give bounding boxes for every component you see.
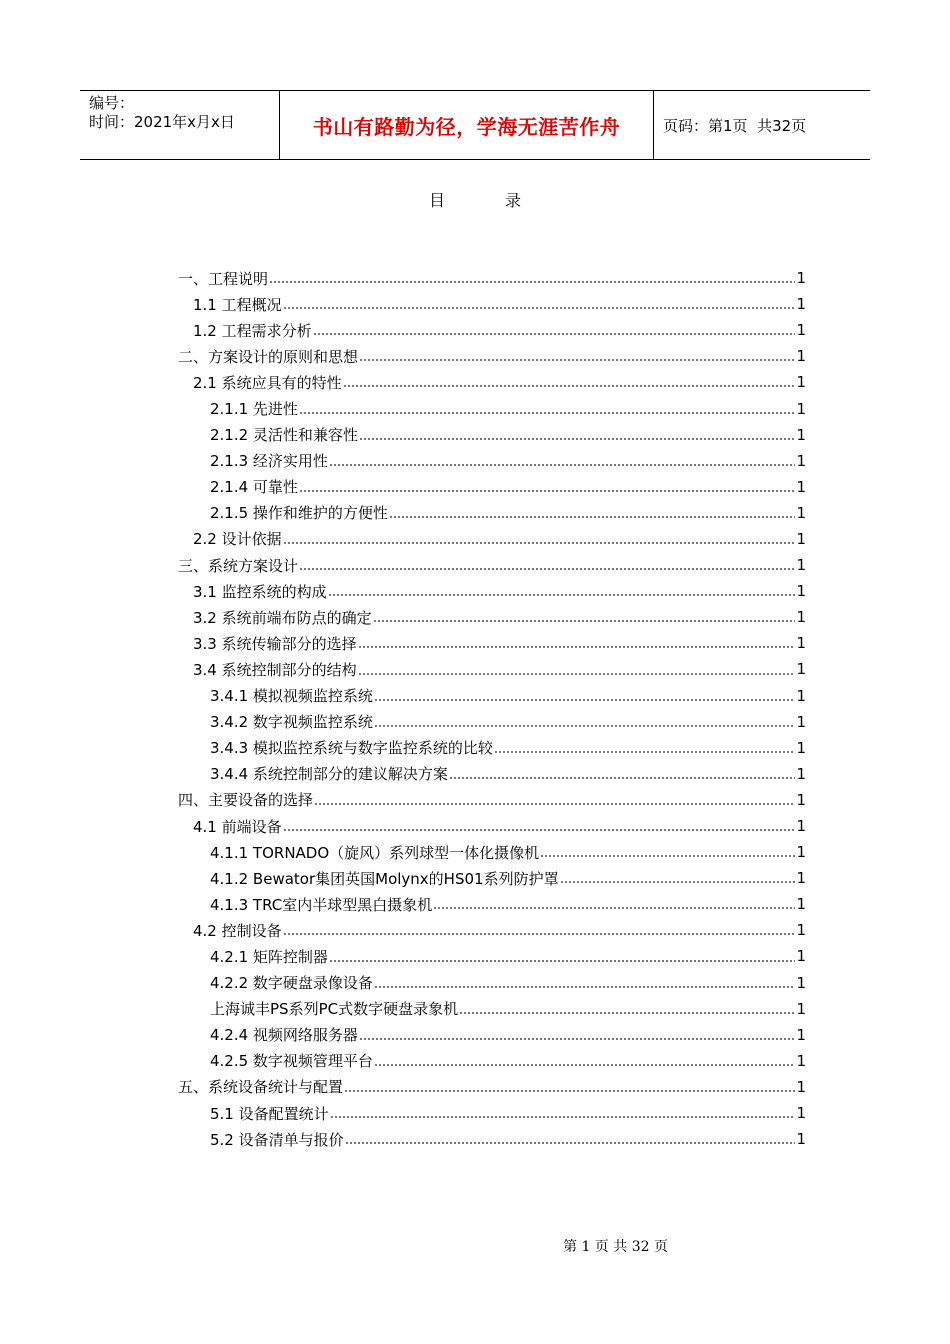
toc-entry[interactable] [178,813,806,839]
toc-entry-page-number: 1 [796,451,806,470]
toc-leader-dots [373,620,796,622]
toc-entry-page-number: 1 [796,295,806,314]
toc-entry[interactable] [178,970,806,996]
toc-entry[interactable] [178,552,806,578]
toc-entry-label: 3.2 系统前端布防点的确定 [193,608,372,627]
header-page-info: 页码：第1页 共32页 [663,116,807,135]
toc-entry-page-number: 1 [796,999,806,1018]
toc-entry-label: 四、主要设备的选择 [178,791,314,810]
toc-entry-label: 2.1.2 灵活性和兼容性 [210,426,358,445]
toc-leader-dots [314,803,795,805]
toc-entry-label: 一、工程说明 [178,269,269,288]
toc-entry[interactable] [178,369,806,395]
toc-entry-label: 4.1.2 Bewator集团英国Molynx的HS01系列防护罩 [210,869,559,888]
document-time-label: 时间：2021年x月x日 [89,113,235,131]
toc-entry-label: 2.1.4 可靠性 [210,478,298,497]
toc-entry[interactable] [178,448,806,474]
toc-leader-dots [459,1012,795,1014]
toc-entry-page-number: 1 [796,477,806,496]
toc-leader-dots [283,542,796,544]
toc-entry-page-number: 1 [796,634,806,653]
toc-entry-page-number: 1 [796,1025,806,1044]
toc-leader-dots [359,359,795,361]
toc-leader-dots [374,1064,796,1066]
toc-entry-page-number: 1 [796,1077,806,1096]
toc-entry[interactable] [178,474,806,500]
toc-entry-page-number: 1 [796,1130,806,1149]
toc-entry[interactable] [178,1126,806,1152]
toc-entry-page-number: 1 [796,686,806,705]
toc-leader-dots [358,673,796,675]
toc-leader-dots [374,725,796,727]
toc-entry-label: 4.2.2 数字硬盘录像设备 [210,974,373,993]
toc-entry-label: 5.1 设备配置统计 [210,1104,329,1123]
toc-title [0,188,950,211]
toc-entry-page-number: 1 [796,817,806,836]
toc-leader-dots [343,385,796,387]
toc-leader-dots [329,960,796,962]
toc-entry[interactable] [178,1100,806,1126]
toc-entry[interactable] [178,735,806,761]
toc-entry-page-number: 1 [796,1104,806,1123]
toc-entry[interactable] [178,422,806,448]
toc-entry-label: 三、系统方案设计 [178,556,299,575]
toc-entry-label: 2.1.3 经济实用性 [210,452,328,471]
toc-entry-label: 二、方案设计的原则和思想 [178,347,359,366]
toc-entry[interactable] [178,709,806,735]
toc-entry-label: 4.1.3 TRC室内半球型黑白摄象机 [210,895,433,914]
toc-entry-label: 2.2 设计依据 [193,530,282,549]
toc-entry-page-number: 1 [796,712,806,731]
toc-entry-page-number: 1 [796,373,806,392]
toc-entry-page-number: 1 [796,1051,806,1070]
toc-leader-dots [449,777,796,779]
toc-entry-page-number: 1 [796,973,806,992]
toc-entry[interactable] [178,500,806,526]
toc-entry[interactable] [178,604,806,630]
toc-leader-dots [494,751,796,753]
toc-entry-page-number: 1 [796,582,806,601]
document-header [80,90,870,160]
toc-entry-page-number: 1 [796,843,806,862]
toc-entry-label: 2.1.1 先进性 [210,400,298,419]
toc-entry[interactable] [178,265,806,291]
toc-entry-label: 3.4 系统控制部分的结构 [193,660,357,679]
toc-entry[interactable] [178,1048,806,1074]
toc-leader-dots [389,516,796,518]
toc-title-part2: 录 [505,191,522,210]
toc-entry-page-number: 1 [796,347,806,366]
toc-entry[interactable] [178,656,806,682]
toc-entry[interactable] [178,291,806,317]
toc-entry-label: 4.1 前端设备 [193,817,282,836]
toc-entry-page-number: 1 [796,947,806,966]
toc-entry-label: 1.2 工程需求分析 [193,321,312,340]
toc-leader-dots [283,307,796,309]
toc-leader-dots [299,490,796,492]
toc-entry-page-number: 1 [796,608,806,627]
toc-leader-dots [359,438,796,440]
toc-entry-label: 3.3 系统传输部分的选择 [193,634,357,653]
toc-leader-dots [328,594,796,596]
toc-entry-label: 3.4.3 模拟监控系统与数字监控系统的比较 [210,739,493,758]
toc-entry[interactable] [178,865,806,891]
table-of-contents [178,265,806,1152]
toc-leader-dots [330,1116,796,1118]
toc-entry[interactable] [178,395,806,421]
toc-leader-dots [299,568,795,570]
toc-entry[interactable] [178,761,806,787]
toc-entry-page-number: 1 [796,895,806,914]
toc-leader-dots [345,1142,796,1144]
toc-entry-page-number: 1 [796,269,806,288]
toc-entry-page-number: 1 [796,790,806,809]
toc-entry-page-number: 1 [796,869,806,888]
document-number-label: 编号： [89,94,135,112]
toc-leader-dots [283,933,796,935]
toc-entry-label: 2.1.5 操作和维护的方便性 [210,504,388,523]
toc-entry-page-number: 1 [796,529,806,548]
toc-entry-page-number: 1 [796,556,806,575]
toc-leader-dots [433,907,795,909]
toc-leader-dots [329,464,796,466]
toc-leader-dots [374,986,796,988]
toc-entry[interactable] [178,943,806,969]
toc-leader-dots [374,699,796,701]
toc-entry-label: 3.4.1 模拟视频监控系统 [210,687,373,706]
toc-entry[interactable] [178,578,806,604]
toc-entry-page-number: 1 [796,503,806,522]
toc-entry-label: 五、系统设备统计与配置 [178,1078,344,1097]
toc-entry-page-number: 1 [796,399,806,418]
toc-entry[interactable] [178,996,806,1022]
toc-entry[interactable] [178,787,806,813]
toc-entry-label: 4.2 控制设备 [193,921,282,940]
toc-entry-label: 上海诚丰PS系列PC式数字硬盘录象机 [210,1000,459,1019]
toc-entry-label: 4.2.4 视频网络服务器 [210,1026,358,1045]
toc-entry[interactable] [178,1022,806,1048]
toc-leader-dots [344,1090,795,1092]
header-motto: 书山有路勤为径，学海无涯苦作舟 [312,114,621,139]
toc-leader-dots [283,829,796,831]
toc-entry[interactable] [178,343,806,369]
toc-entry-page-number: 1 [796,738,806,757]
toc-entry[interactable] [178,891,806,917]
toc-leader-dots [358,646,796,648]
header-motto-cell [280,91,654,159]
toc-entry[interactable] [178,839,806,865]
toc-entry-label: 4.2.5 数字视频管理平台 [210,1052,373,1071]
toc-leader-dots [299,412,796,414]
toc-leader-dots [313,333,796,335]
toc-entry[interactable] [178,683,806,709]
toc-leader-dots [269,281,795,283]
toc-leader-dots [540,855,795,857]
toc-entry-label: 4.1.1 TORNADO（旋风）系列球型一体化摄像机 [210,843,540,862]
toc-entry[interactable] [178,526,806,552]
toc-entry-page-number: 1 [796,425,806,444]
toc-entry-label: 1.1 工程概况 [193,295,282,314]
toc-entry-label: 3.4.2 数字视频监控系统 [210,713,373,732]
toc-entry-page-number: 1 [796,764,806,783]
toc-entry-label: 5.2 设备清单与报价 [210,1130,344,1149]
toc-entry-page-number: 1 [796,321,806,340]
toc-entry-label: 3.4.4 系统控制部分的建议解决方案 [210,765,448,784]
page-footer: 第 1 页 共 32 页 [563,1239,668,1255]
toc-entry-label: 4.2.1 矩阵控制器 [210,947,328,966]
toc-title-part1: 目 [428,191,445,210]
toc-entry[interactable] [178,630,806,656]
toc-leader-dots [560,881,796,883]
toc-entry[interactable] [178,1074,806,1100]
toc-entry[interactable] [178,317,806,343]
toc-entry-label: 2.1 系统应具有的特性 [193,373,342,392]
toc-entry-label: 3.1 监控系统的构成 [193,582,327,601]
header-meta-cell [80,91,280,159]
toc-entry-page-number: 1 [796,921,806,940]
toc-entry-page-number: 1 [796,660,806,679]
toc-entry[interactable] [178,917,806,943]
toc-leader-dots [359,1038,796,1040]
